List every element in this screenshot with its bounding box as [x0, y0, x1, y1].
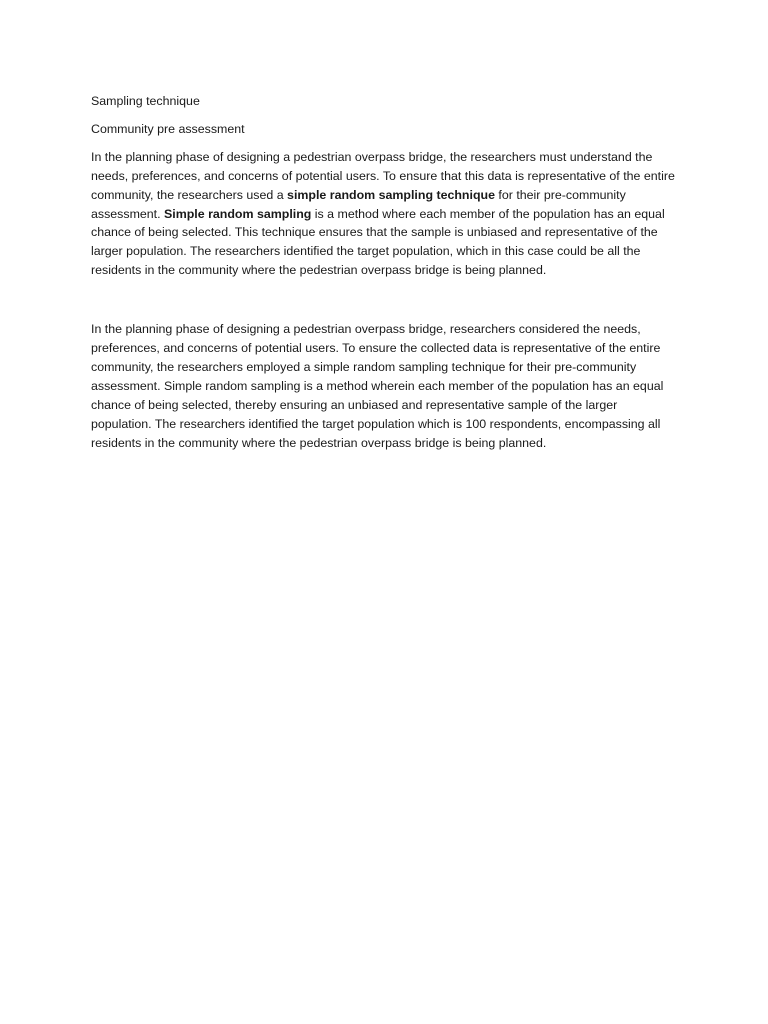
paragraph-1-text-1: In the planning phase of designing a pedestrian overpass bridge, the researchers must understand the needs, preferences, and concerns of potential users. To ensure that this data is representative of the entire community, the researchers used a [91, 149, 675, 202]
section-heading: Sampling technique [91, 94, 200, 108]
paragraph-1-bold-2: Simple random sampling [164, 206, 312, 221]
paragraph-2: In the planning phase of designing a pedestrian overpass bridge, researchers considered the needs, preferences, and concerns of potential users. To ensure the collected data is representative of the entire community, the researchers employed a simple random sampling technique for their pre-community assessment. Simple random sampling is a method wherein each member of the population has an equal chance of being selected, thereby ensuring an unbiased and representative sample of the larger population. The researchers identified the target population which is 100 respondents, encompassing all residents in the community where the pedestrian overpass bridge is being planned. [91, 322, 664, 450]
paragraph-1-text-3: is a method where each member of the population has an equal chance of being selected. This technique ensures that the sample is unbiased and representative of the larger population. The researchers identified the target population, which in this case could be all the residents in the community where the pedestrian overpass bridge is being planned. [91, 206, 665, 278]
paragraph-1-bold-1: simple random sampling technique [287, 187, 495, 202]
subsection-heading: Community pre assessment [91, 121, 245, 136]
paragraph-1 [91, 148, 681, 280]
paragraph-1-text-2: for their pre-community assessment. [91, 187, 626, 221]
blank-line [91, 289, 681, 320]
document-body [91, 92, 681, 462]
